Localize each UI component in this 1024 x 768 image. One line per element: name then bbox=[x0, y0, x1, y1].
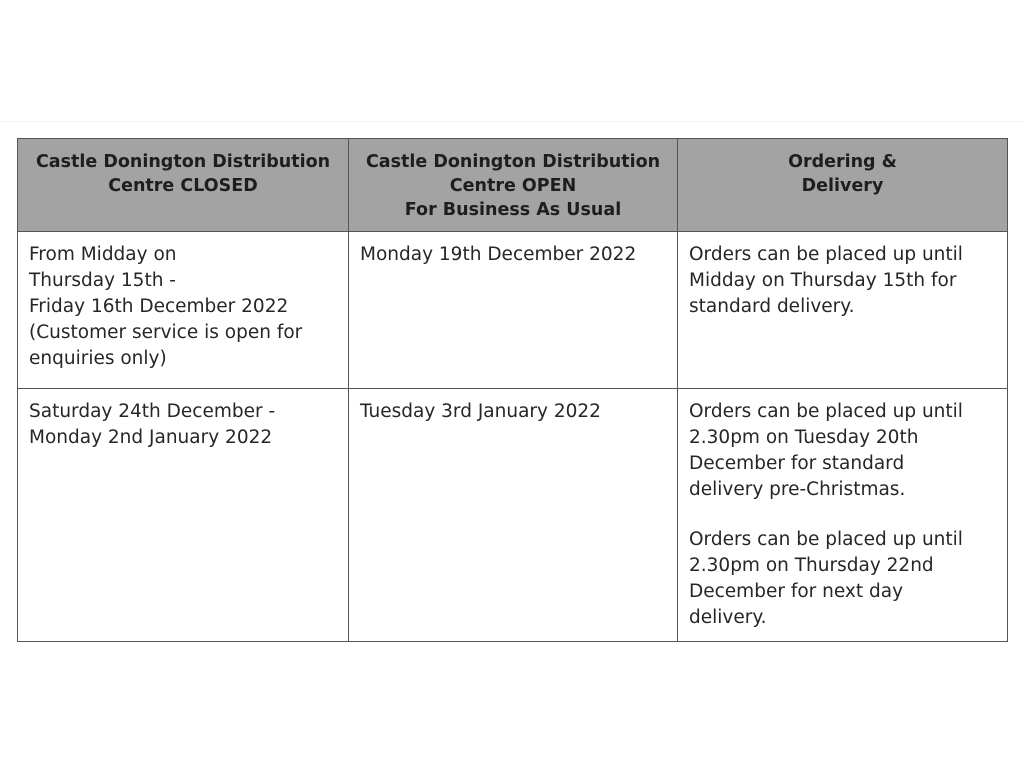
cell-closed bbox=[18, 232, 349, 389]
cell-text: Thursday 15th - bbox=[29, 270, 176, 291]
cell-ordering bbox=[678, 232, 1008, 389]
cell-text: Midday on Thursday 15th for bbox=[689, 270, 957, 291]
table-row bbox=[18, 232, 1008, 389]
header-ordering-delivery bbox=[678, 139, 1008, 232]
cell-open bbox=[349, 389, 678, 642]
cell-closed bbox=[18, 389, 349, 642]
cell-text: December for standard bbox=[689, 453, 905, 474]
header-text: For Business As Usual bbox=[404, 200, 622, 220]
cell-text: delivery. bbox=[689, 607, 767, 628]
christmas-schedule-table bbox=[17, 138, 1008, 642]
cell-text: Monday 2nd January 2022 bbox=[29, 427, 273, 448]
header-text: Centre CLOSED bbox=[108, 176, 258, 196]
cell-ordering bbox=[678, 389, 1008, 642]
divider bbox=[0, 121, 1024, 122]
cell-text: delivery pre-Christmas. bbox=[689, 479, 906, 500]
header-text: Castle Donington Distribution bbox=[365, 152, 661, 172]
cell-text: standard delivery. bbox=[689, 296, 855, 317]
header-closed bbox=[18, 139, 349, 232]
paragraph-gap bbox=[689, 503, 997, 527]
header-open bbox=[349, 139, 678, 232]
header-row bbox=[18, 139, 1008, 232]
cell-text: Monday 19th December 2022 bbox=[360, 244, 637, 265]
cell-text: Orders can be placed up until bbox=[689, 401, 963, 422]
cell-open bbox=[349, 232, 678, 389]
cell-text: Orders can be placed up until bbox=[689, 529, 963, 550]
cell-text: (Customer service is open for bbox=[29, 322, 303, 343]
cell-text: Saturday 24th December - bbox=[29, 401, 276, 422]
cell-text: enquiries only) bbox=[29, 348, 167, 369]
header-text: Delivery bbox=[801, 176, 884, 196]
cell-text: Friday 16th December 2022 bbox=[29, 296, 289, 317]
header-text: Castle Donington Distribution bbox=[35, 152, 331, 172]
cell-text: From Midday on bbox=[29, 244, 177, 265]
cell-text: Tuesday 3rd January 2022 bbox=[360, 401, 601, 422]
cell-text: 2.30pm on Tuesday 20th bbox=[689, 427, 919, 448]
cell-text: Orders can be placed up until bbox=[689, 244, 963, 265]
cell-text: December for next day bbox=[689, 581, 904, 602]
header-text: Ordering & bbox=[788, 152, 897, 172]
table-row bbox=[18, 389, 1008, 642]
cell-text: 2.30pm on Thursday 22nd bbox=[689, 555, 934, 576]
header-text: Centre OPEN bbox=[449, 176, 577, 196]
